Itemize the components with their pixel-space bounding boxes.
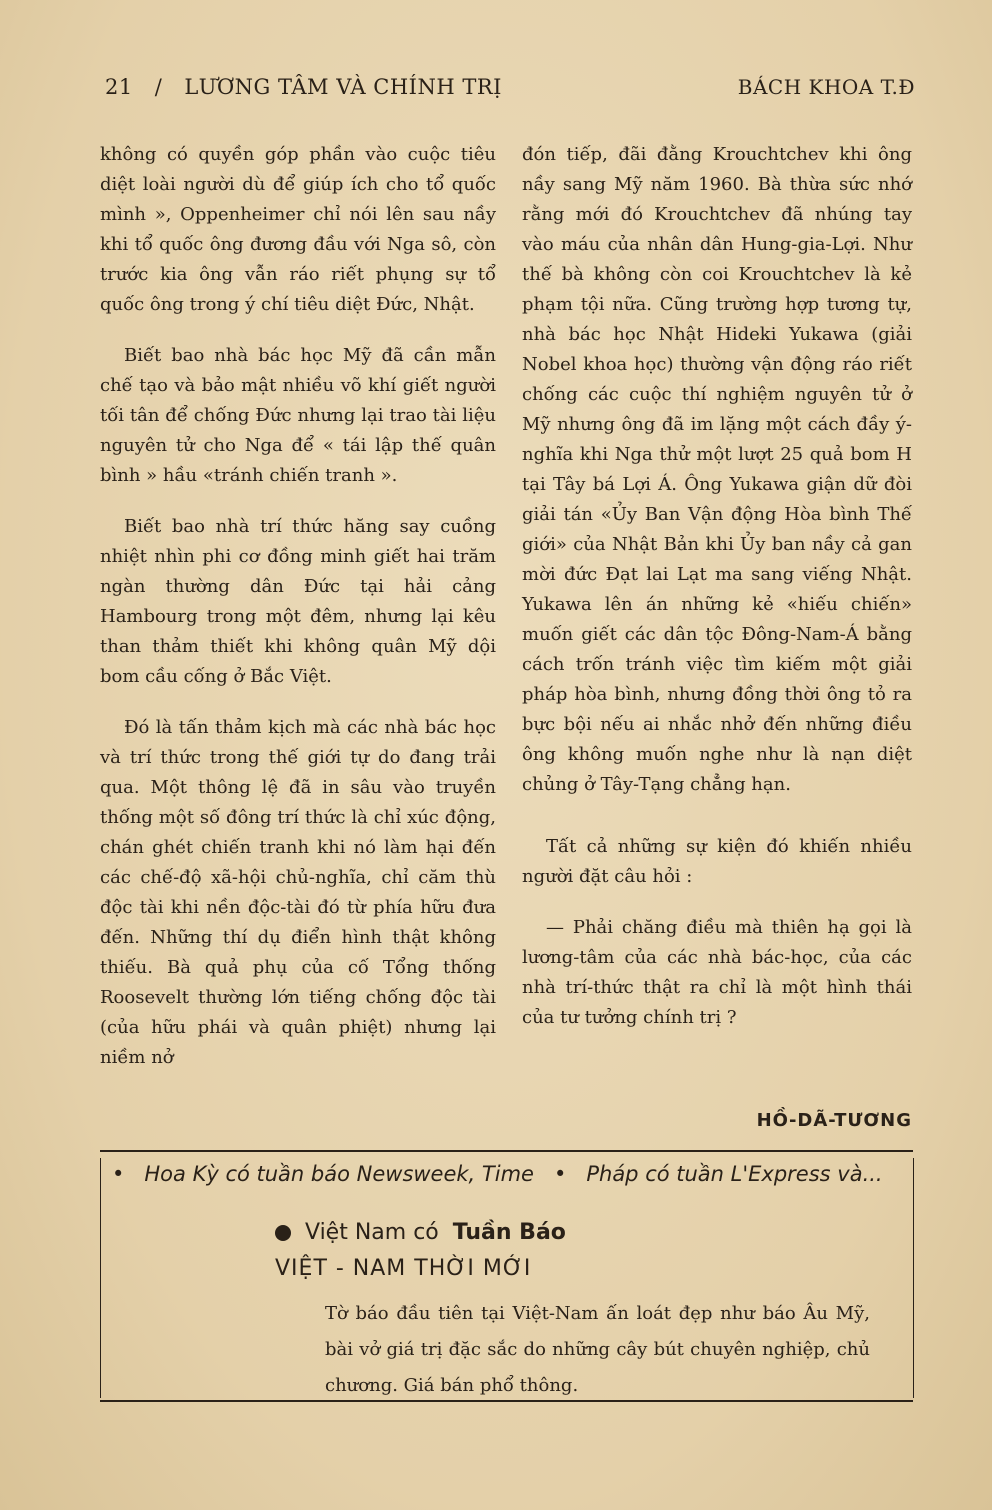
left-column <box>100 140 496 1094</box>
ad-tagline <box>112 1162 907 1186</box>
ad-headline-emphasis: Tuần Báo <box>452 1220 566 1245</box>
author-signature: HỒ-DÃ-TƯƠNG <box>756 1110 912 1131</box>
paragraph: đón tiếp, đãi đằng Krouchtchev khi ông nầy sang Mỹ năm 1960. Bà thừa sức nhớ rằng mới đó Krouchtchev đã nhúng tay vào máu của nhân dân Hung-gia-Lợi. Như thế bà không còn coi Krouchtchev là kẻ phạm tội nữa. Cũng trường hợp tương tự, nhà bác học Nhật Hideki Yukawa (giải Nobel khoa học) thường vận động ráo riết chống các cuộc thí nghiệm nguyên tử ở Mỹ nhưng ông đã im lặng một cách đầy ý-nghĩa khi Nga thử một lượt 25 quả bom H tại Tây bá Lợi Á. Ông Yukawa giận dữ đòi giải tán «Ủy Ban Vận động Hòa bình Thế giới» của Nhật Bản khi Ủy ban nầy cả gan mời đức Đạt lai Lạt ma sang viếng Nhật. Yukawa lên án những kẻ «hiếu chiến» muốn giết các dân tộc Đông-Nam-Á bằng cách trốn tránh việc tìm kiếm một giải pháp hòa bình, nhưng đồng thời ông tỏ ra bực bội nếu ai nhắc nhở đến những điều ông không muốn nghe như là nạn diệt chủng ở Tây-Tạng chẳng hạn. <box>522 144 912 795</box>
right-column <box>522 140 912 1054</box>
ad-headline-text: Việt Nam có <box>305 1220 439 1245</box>
ad-headline <box>275 1220 566 1245</box>
header-left <box>105 75 502 99</box>
page-number: 21 <box>105 75 133 99</box>
bullet-icon: • <box>112 1162 125 1186</box>
bullet-dot-icon <box>275 1225 291 1241</box>
paragraph: Tất cả những sự kiện đó khiến nhiều người đặt câu hỏi : <box>522 836 912 887</box>
page-header <box>105 70 915 104</box>
publication-name: BÁCH KHOA T.Đ <box>737 75 915 99</box>
bullet-icon: • <box>553 1162 567 1186</box>
ad-top-rule <box>100 1150 913 1152</box>
paragraph: không có quyền góp phần vào cuộc tiêu diệt loài người dù để giúp ích cho tổ quốc mình », Oppenheimer chỉ nói lên sau nầy khi tổ quốc ông đương đầu với Nga sô, còn trước kia ông vẫn ráo riết phụng sự tổ quốc ông trong ý chí tiêu diệt Đức, Nhật. <box>100 144 496 315</box>
header-separator: / <box>154 75 163 99</box>
ad-bottom-rule <box>100 1400 913 1402</box>
article-title: LƯƠNG TÂM VÀ CHÍNH TRỊ <box>184 75 502 99</box>
ad-description: Tờ báo đầu tiên tại Việt-Nam ấn loát đẹp như báo Âu Mỹ, bài vở giá trị đặc sắc do những cây bút chuyên nghiệp, chủ chương. Giá bán phổ thông. <box>325 1303 870 1396</box>
paragraph: Đó là tấn thảm kịch mà các nhà bác học và trí thức trong thế giới tự do đang trải qua. Một thông lệ đã in sâu vào truyền thống một số đông trí thức là chỉ xúc động, chán ghét chiến tranh khi nó làm hại đến các chế-độ xã-hội chủ-nghĩa, chỉ căm thù độc tài khi nền độc-tài đó từ phía hữu đưa đến. Những thí dụ điển hình thật không thiếu. Bà quả phụ của cố Tổng thống Roosevelt thường lớn tiếng chống độc tài (của hữu phái và quân phiệt) nhưng lại niềm nở <box>100 717 496 1068</box>
ad-newspaper-name: VIỆT - NAM THỜI MỚI <box>275 1256 532 1281</box>
paragraph: Biết bao nhà trí thức hăng say cuồng nhiệt nhìn phi cơ đồng minh giết hai trăm ngàn thường dân Đức tại hải cảng Hambourg trong một đêm, nhưng lại kêu than thảm thiết khi không quân Mỹ dội bom cầu cống ở Bắc Việt. <box>100 516 496 687</box>
ad-tagline-us: Hoa Kỳ có tuần báo Newsweek, Time <box>144 1162 534 1186</box>
ad-tagline-france: Pháp có tuần L'Express và... <box>586 1162 883 1186</box>
paragraph: — Phải chăng điều mà thiên hạ gọi là lương-tâm của các nhà bác-học, của các nhà trí-thức thật ra chỉ là một hình thái của tư tưởng chính trị ? <box>522 917 912 1028</box>
paragraph: Biết bao nhà bác học Mỹ đã cần mẫn chế tạo và bảo mật nhiều võ khí giết người tối tân để chống Đức nhưng lại trao tài liệu nguyên tử cho Nga để « tái lập thế quân bình » hầu «tránh chiến tranh ». <box>100 345 496 486</box>
